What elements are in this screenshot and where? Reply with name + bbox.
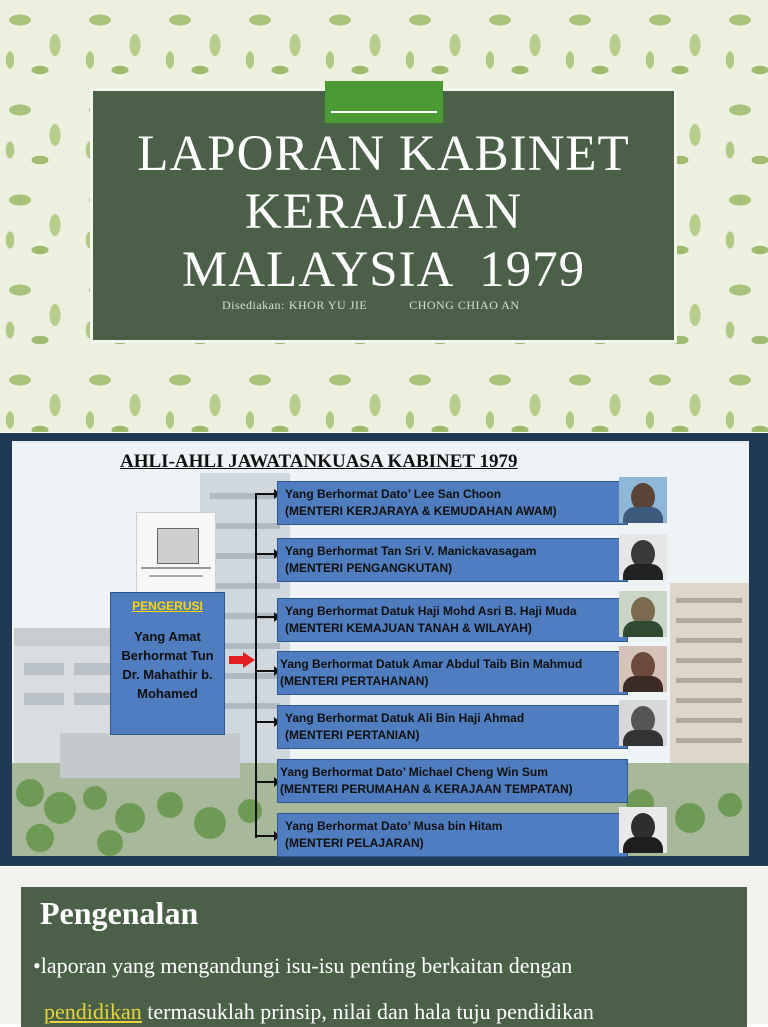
portrait-manickavasagam <box>619 534 667 580</box>
photo-caption-line <box>141 567 211 569</box>
author-2: CHONG CHIAO AN <box>409 298 520 312</box>
minister-name: Yang Berhormat Dato’ Lee San Choon <box>285 487 502 501</box>
portrait-musa-hitam <box>619 807 667 853</box>
minister-box <box>277 705 628 749</box>
portrait-taib-mahmud <box>619 646 667 692</box>
portrait-mahathir <box>157 528 199 564</box>
connector-arrow <box>255 781 277 783</box>
title-line-1: LAPORAN KABINET <box>137 126 630 182</box>
bullet-icon: • <box>33 953 41 978</box>
chairman-label: PENGERUSI <box>132 599 203 613</box>
chairman-name-line: Berhormat Tun <box>121 648 214 663</box>
chairman-box <box>110 592 225 735</box>
title-line-3: MALAYSIA 1979 <box>181 242 586 298</box>
portrait-lee-san-choon <box>619 477 667 523</box>
minister-role: (MENTERI KERJARAYA & KEMUDAHAN AWAM) <box>285 504 557 518</box>
minister-name: Yang Berhormat Datuk Ali Bin Haji Ahmad <box>285 711 525 725</box>
prepared-label: Disediakan: <box>222 298 285 312</box>
org-connector-line <box>255 494 257 838</box>
minister-role: (MENTERI PERTAHANAN) <box>280 674 429 688</box>
slide-title <box>90 125 677 299</box>
minister-name: Yang Berhormat Datuk Haji Mohd Asri B. Haji Muda <box>285 604 577 618</box>
cabinet-slide <box>0 433 768 866</box>
credits <box>222 298 520 313</box>
minister-box <box>277 813 628 857</box>
minister-name: Yang Berhormat Datuk Amar Abdul Taib Bin Mahmud <box>280 657 583 671</box>
minister-role: (MENTERI KEMAJUAN TANAH & WILAYAH) <box>285 621 532 635</box>
red-arrow-icon <box>229 652 255 668</box>
connector-arrow <box>255 721 277 723</box>
minister-name: Yang Berhormat Dato’ Musa bin Hitam <box>285 819 503 833</box>
minister-box <box>277 759 628 803</box>
intro-text-cont: termasuklah prinsip, nilai dan hala tuju pendidikan <box>141 999 594 1024</box>
connector-arrow <box>255 616 277 618</box>
intro-line-2 <box>44 999 594 1025</box>
connector-arrow <box>255 670 277 672</box>
minister-box <box>277 598 628 642</box>
intro-title: Pengenalan <box>40 895 199 931</box>
minister-box <box>277 538 628 582</box>
connector-arrow <box>255 493 277 495</box>
chairman-name-line: Yang Amat <box>134 629 201 644</box>
minister-name: Yang Berhormat Dato’ Michael Cheng Win Sum <box>280 765 548 779</box>
minister-name: Yang Berhormat Tan Sri V. Manickavasagam <box>285 544 537 558</box>
minister-role: (MENTERI PERTANIAN) <box>285 728 420 742</box>
portrait-asri-muda <box>619 591 667 637</box>
minister-role: (MENTERI PERUMAHAN & KERAJAAN TEMPATAN) <box>280 782 573 796</box>
chairman-name <box>111 627 224 703</box>
minister-role: (MENTERI PELAJARAN) <box>285 836 424 850</box>
minister-box <box>277 651 628 695</box>
chairman-name-line: Mohamed <box>137 686 198 701</box>
intro-text: laporan yang mengandungi isu-isu penting berkaitan dengan <box>40 953 573 978</box>
portrait-ali-ahmad <box>619 700 667 746</box>
intro-line-1 <box>33 953 572 979</box>
title-line-2: KERAJAAN <box>244 184 523 240</box>
highlight-word: pendidikan <box>44 999 142 1024</box>
intro-slide <box>0 867 768 1024</box>
photo-caption-line <box>149 575 203 577</box>
cabinet-title: AHLI-AHLI JAWATANKUASA KABINET 1979 <box>120 451 518 472</box>
chairman-name-line: Dr. Mahathir b. <box>122 667 213 682</box>
author-1: KHOR YU JIE <box>288 298 368 312</box>
title-slide <box>0 0 768 432</box>
accent-tab <box>325 81 443 123</box>
minister-role: (MENTERI PENGANGKUTAN) <box>285 561 453 575</box>
chairman-photo <box>136 512 216 595</box>
minister-box <box>277 481 628 525</box>
connector-arrow <box>255 835 277 837</box>
connector-arrow <box>255 553 277 555</box>
